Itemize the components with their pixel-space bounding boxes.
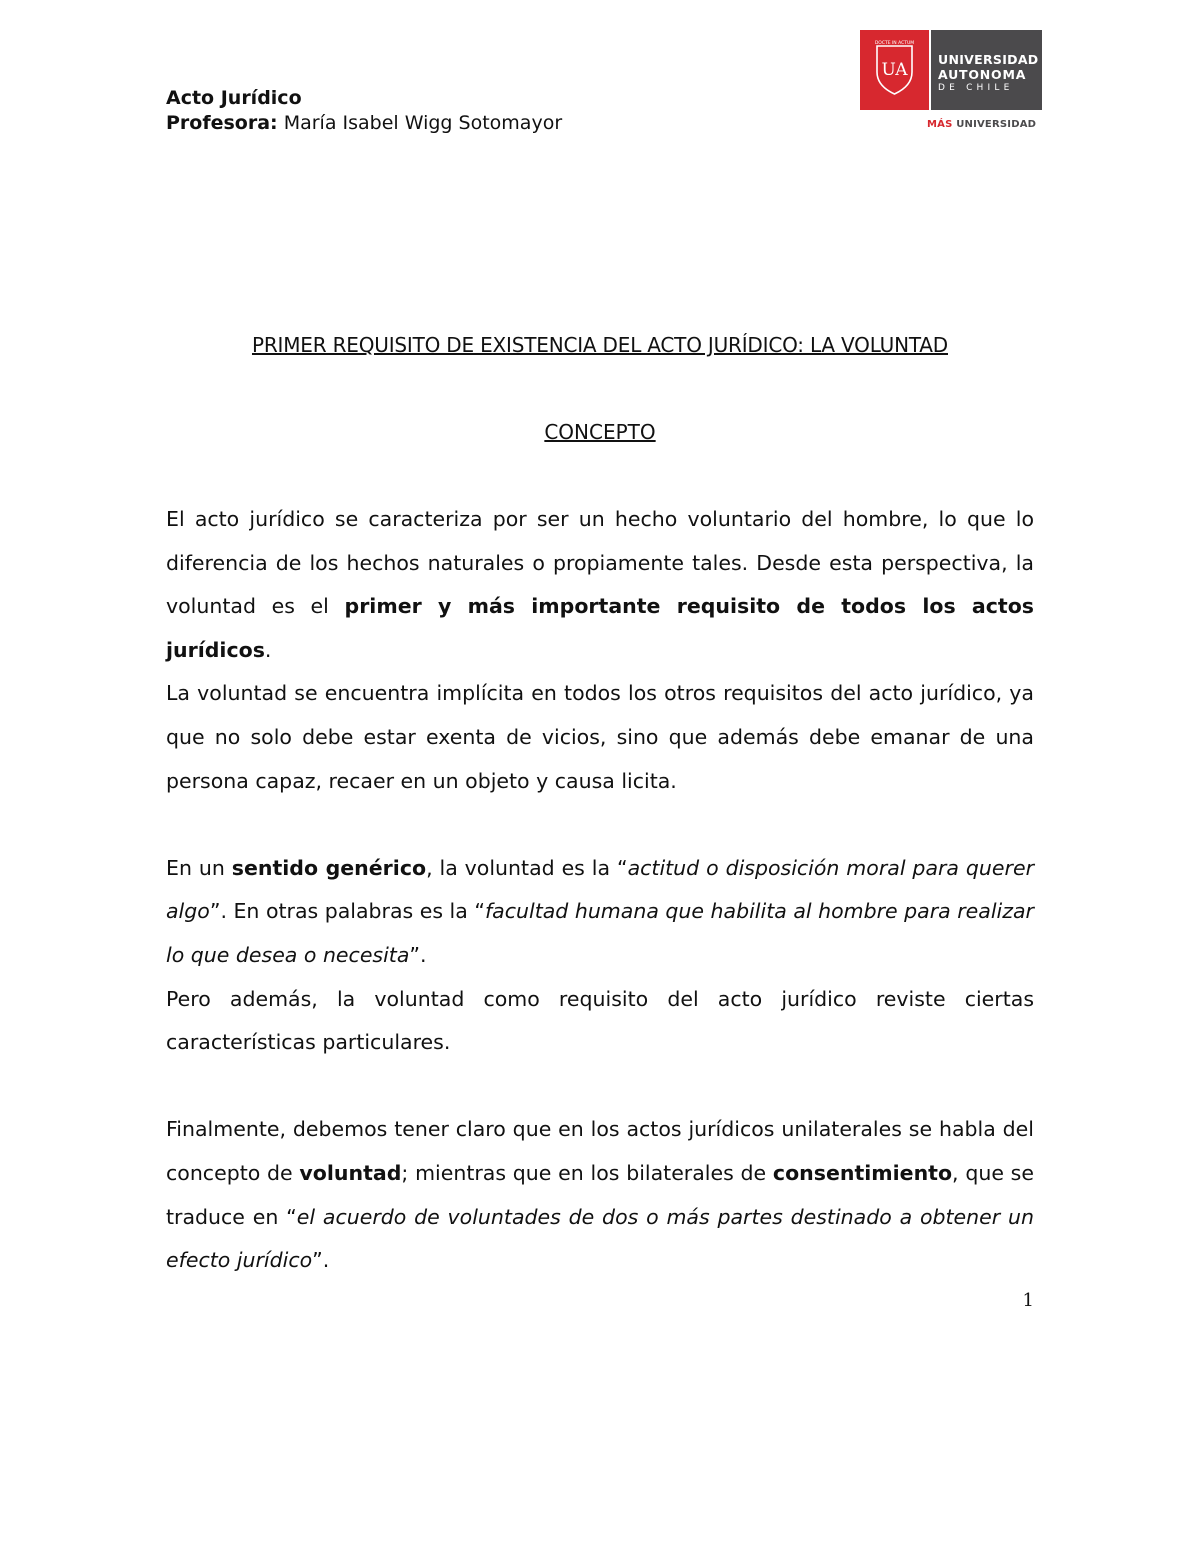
paragraph-5-bold-1: voluntad <box>299 1160 402 1185</box>
paragraph-gap <box>166 1065 1034 1109</box>
paragraph-5-quote: el acuerdo de voluntades de dos o más partes destinado a obtener un efecto jurídico <box>166 1204 1034 1273</box>
logo-wordmark <box>931 30 1042 110</box>
paragraph-5 <box>166 1108 1034 1282</box>
paragraph-3 <box>166 847 1034 978</box>
document-body <box>166 498 1034 1283</box>
paragraph-5-end: ”. <box>312 1248 330 1273</box>
logo-crest-block <box>860 30 929 110</box>
paragraph-3-end: ”. <box>409 942 427 967</box>
logo-line-2: AUTONOMA <box>938 67 1027 82</box>
paragraph-3-quote-1: actitud o disposición moral para querer algo <box>166 855 1035 924</box>
paragraph-1-text: El acto jurídico se caracteriza por ser un hecho voluntario del hombre, lo que lo diferencia de los hechos naturales o propiamente tales. Desde esta perspectiva, la voluntad es el <box>166 507 1034 619</box>
paragraph-4 <box>166 978 1034 1065</box>
logo-line-3: DE CHILE <box>938 83 1014 93</box>
paragraph-5-bold-2: consentimiento <box>772 1160 953 1185</box>
paragraph-4-text: Pero además, la voluntad como requisito del acto jurídico reviste ciertas características particulares. <box>166 986 1034 1055</box>
professor-name: María Isabel Wigg Sotomayor <box>283 112 563 134</box>
paragraph-3-bold: sentido genérico <box>231 855 427 880</box>
page-number: 1 <box>1022 1290 1034 1311</box>
main-title: PRIMER REQUISITO DE EXISTENCIA DEL ACTO JURÍDICO: LA VOLUNTAD <box>251 333 948 357</box>
paragraph-gap <box>166 803 1034 847</box>
logo-tagline <box>927 119 1036 130</box>
paragraph-2 <box>166 672 1034 803</box>
logo-crest-motto: DOCTE IN ACTUM <box>874 41 915 46</box>
logo-tagline-rest: UNIVERSIDAD <box>956 119 1037 130</box>
paragraph-1 <box>166 498 1034 672</box>
paragraph-1-bold: primer y más importante requisito de todos los actos jurídicos <box>166 594 1035 662</box>
professor-label: Profesora: <box>166 112 278 134</box>
course-title: Acto Jurídico <box>166 87 302 109</box>
logo-crest-text: UA <box>881 60 908 80</box>
paragraph-5-text-3: , que se traduce en “ <box>166 1160 1034 1229</box>
paragraph-5-text-1: Finalmente, debemos tener claro que en los actos jurídicos unilaterales se habla del concepto de <box>166 1117 1034 1185</box>
section-title: CONCEPTO <box>544 420 656 444</box>
paragraph-5-text-2: ; mientras que en los bilaterales de <box>401 1160 773 1185</box>
logo-tagline-accent: MÁS <box>927 119 953 130</box>
paragraph-1-end: . <box>264 637 272 662</box>
university-logo <box>860 30 1042 132</box>
paragraph-2-text: La voluntad se encuentra implícita en todos los otros requisitos del acto jurídico, ya que no solo debe estar exenta de vicios, sino que además debe emanar de una persona capaz, recaer en un objeto y causa licita. <box>166 681 1034 793</box>
paragraph-3-text-2: , la voluntad es la “ <box>426 855 628 880</box>
paragraph-3-text-1: En un <box>166 855 232 880</box>
logo-line-1: UNIVERSIDAD <box>938 52 1039 67</box>
paragraph-3-text-3: ”. En otras palabras es la “ <box>209 899 485 924</box>
shield-icon <box>860 30 929 110</box>
paragraph-3-quote-2: facultad humana que habilita al hombre para realizar lo que desea o necesita <box>166 899 1034 967</box>
document-header <box>166 86 562 136</box>
